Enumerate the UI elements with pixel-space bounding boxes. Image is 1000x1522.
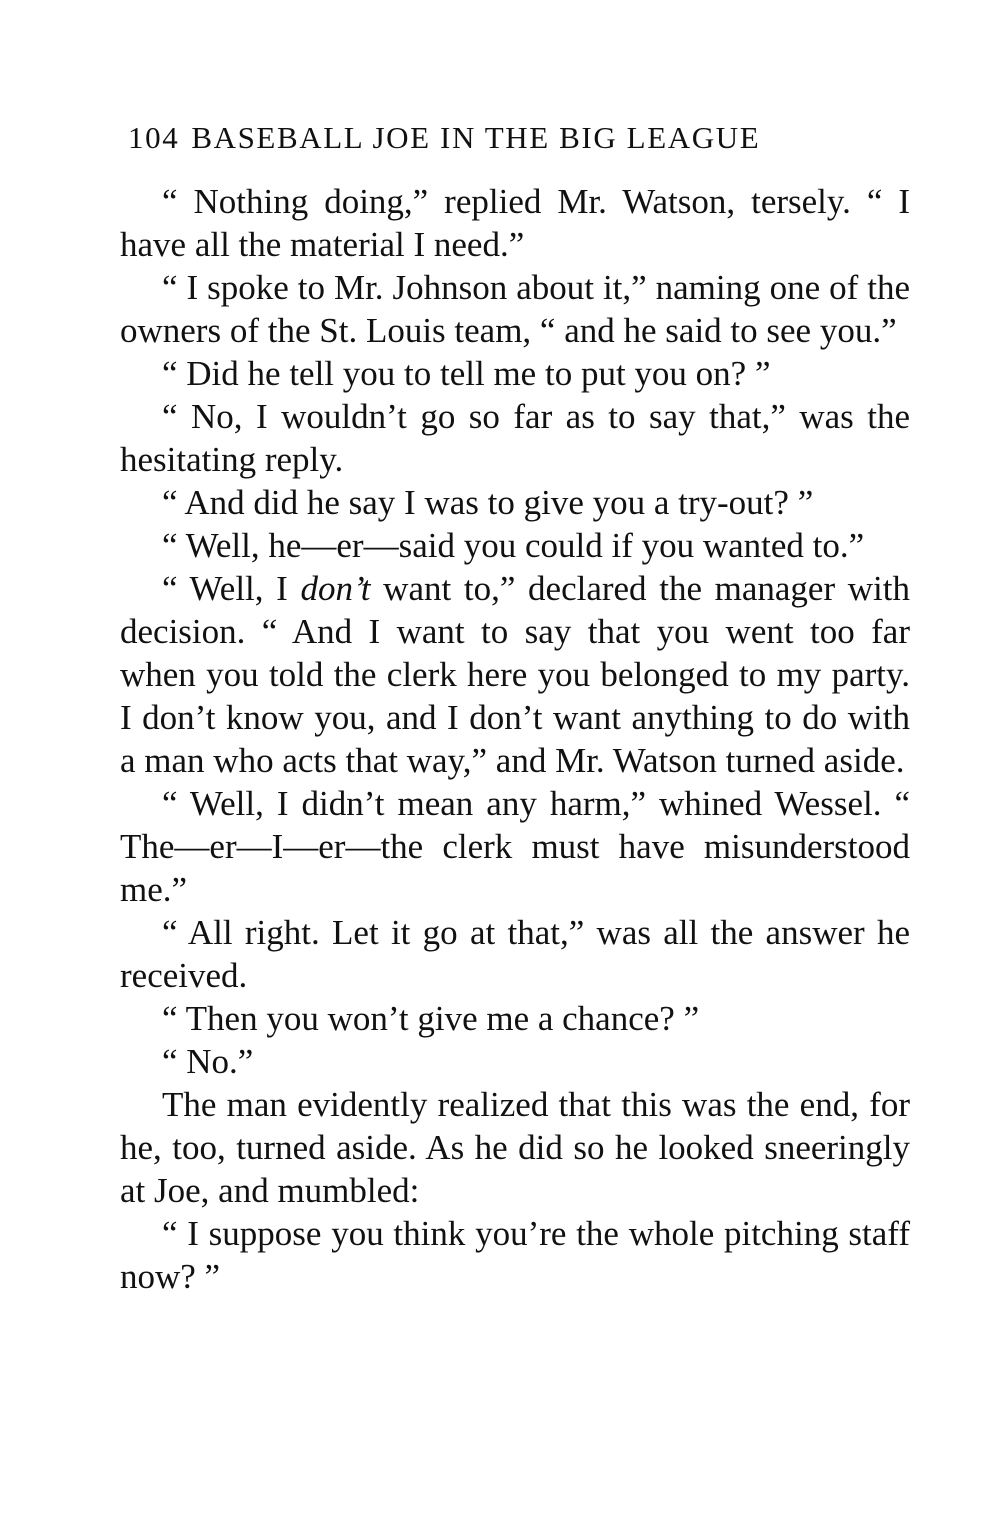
paragraph: “ Nothing doing,” replied Mr. Watson, tersely. “ I have all the material I need.” xyxy=(120,182,910,264)
emphasized-word: don’t xyxy=(300,569,371,608)
paragraph: “ No.” xyxy=(162,1042,254,1081)
paragraph-text: want to,” declared the manager with decision. “ And I want to say that you went too far when you told the clerk here you belonged to my party. I don’t know you, and I don’t want anything to do with a man who acts that way,” and Mr. Watson turned aside. xyxy=(120,569,911,780)
paragraph: “ I spoke to Mr. Johnson about it,” naming one of the owners of the St. Louis team, “ and he said to see you.” xyxy=(120,268,910,350)
paragraph-text: “ Well, I xyxy=(162,569,301,608)
paragraph: “ Did he tell you to tell me to put you on? ” xyxy=(162,354,771,393)
paragraph: The man evidently realized that this was the end, for he, too, turned aside. As he did so he looked sneeringly at Joe, and mumbled: xyxy=(120,1085,910,1210)
paragraph: “ Then you won’t give me a chance? ” xyxy=(162,999,700,1038)
running-title: BASEBALL JOE IN THE BIG LEAGUE xyxy=(191,120,761,155)
paragraph xyxy=(120,567,910,782)
paragraph: “ And did he say I was to give you a try-out? ” xyxy=(162,483,814,522)
body-text xyxy=(120,180,910,1298)
paragraph: “ I suppose you think you’re the whole pitching staff now? ” xyxy=(120,1214,910,1296)
running-head xyxy=(128,113,908,163)
paragraph: “ All right. Let it go at that,” was all the answer he received. xyxy=(120,913,910,995)
paragraph: “ Well, he—er—said you could if you wanted to.” xyxy=(162,526,865,565)
paragraph: “ Well, I didn’t mean any harm,” whined Wessel. “ The—er—I—er—the clerk must have misunderstood me.” xyxy=(120,784,910,909)
paragraph: “ No, I wouldn’t go so far as to say that,” was the hesitating reply. xyxy=(120,397,910,479)
page-number: 104 xyxy=(128,120,180,155)
